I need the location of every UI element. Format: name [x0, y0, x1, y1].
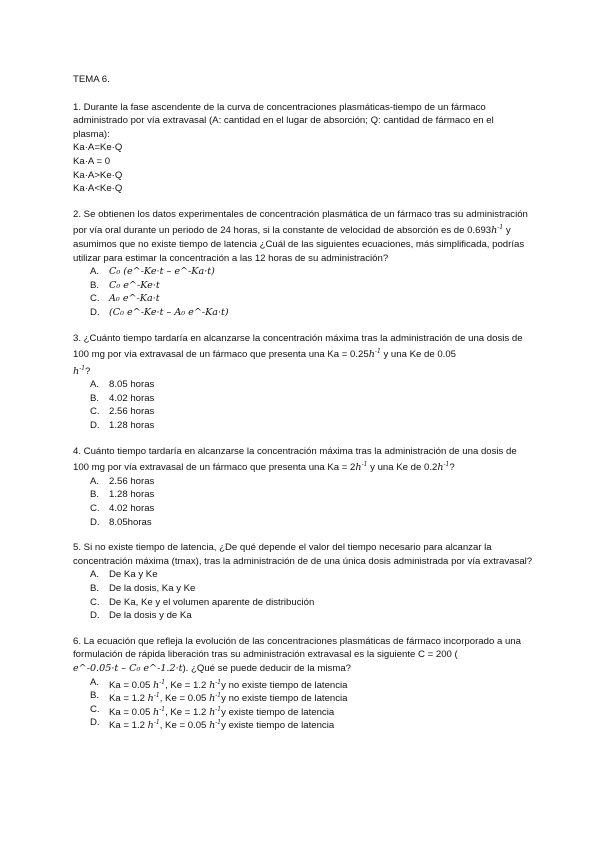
- option-tail: y existe tiempo de latencia: [221, 706, 335, 718]
- option-letter: C.: [90, 293, 100, 305]
- question-4-option-b: [73, 488, 533, 502]
- unit-h: h: [437, 462, 444, 474]
- option-text: 8.05horas: [109, 516, 152, 528]
- question-1-option-b: Ka·A = 0: [73, 155, 111, 167]
- option-text: [109, 689, 348, 703]
- document-title: TEMA 6.: [73, 74, 110, 85]
- question-3-text: [73, 332, 533, 379]
- unit-exponent: -1: [159, 678, 166, 686]
- question-5-option-d: [73, 609, 533, 623]
- option-text: 1.28 horas: [109, 489, 155, 501]
- question-4-text-c: ?: [449, 462, 455, 474]
- option-tail: y no existe tiempo de latencia: [221, 679, 348, 691]
- unit-exponent: -1: [497, 224, 504, 232]
- option-text: 8.05 horas: [109, 379, 155, 391]
- question-3-text-a: 3. ¿Cuánto tiempo tardaría en alcanzarse la concentración máxima tras la administración de una dosis de 100 mg por vía extravasal de un fármaco que presenta una Ka = 0.25: [73, 332, 523, 361]
- option-text: 4.02 horas: [109, 503, 155, 515]
- option-letter: C.: [90, 703, 100, 715]
- question-2-option-b: [73, 279, 533, 293]
- unit-exponent: -1: [215, 705, 222, 713]
- option-letter: C.: [90, 596, 100, 608]
- option-letter: D.: [90, 610, 100, 622]
- option-formula: C₀ (e^-Ke·t – e^-Ka·t): [109, 266, 215, 278]
- option-letter: B.: [90, 489, 100, 501]
- unit-h: h: [153, 706, 160, 718]
- question-5-option-c: [73, 596, 533, 610]
- question-2: [73, 208, 533, 320]
- question-3-option-a: [73, 378, 533, 392]
- question-2-options: [73, 265, 533, 319]
- option-letter: A.: [90, 266, 100, 278]
- unit-exponent: -1: [215, 692, 222, 700]
- question-3-text-b: y una Ke de 0.05: [380, 349, 456, 361]
- unit-h: h: [73, 365, 80, 377]
- option-ka: Ka = 0.05: [109, 706, 154, 718]
- unit-h: h: [209, 693, 216, 705]
- question-4-text: [73, 445, 533, 475]
- unit-h: h: [491, 225, 498, 237]
- unit-exponent: -1: [374, 348, 381, 356]
- unit-exponent: -1: [79, 364, 86, 372]
- question-3-option-d: [73, 419, 533, 433]
- question-1-text: 1. Durante la fase ascendente de la curva de concentraciones plasmáticas-tiempo de un fármaco administrado por vía extravasal (A: cantidad en el lugar de absorción; Q: cantidad de fármaco en el plasma):: [73, 101, 494, 140]
- unit-exponent: -1: [159, 705, 166, 713]
- question-3-option-c: [73, 405, 533, 419]
- question-4-option-c: [73, 502, 533, 516]
- question-4-text-b: y una Ke de 0.2: [367, 462, 438, 474]
- question-5: [73, 541, 533, 623]
- option-text: De Ka, Ke y el volumen aparente de distribución: [109, 596, 315, 608]
- unit-exponent: -1: [153, 692, 160, 700]
- option-ka: Ka = 0.05: [109, 679, 154, 691]
- unit-h: h: [147, 693, 154, 705]
- option-ke: , Ke = 0.05: [159, 693, 210, 705]
- question-6-text-a: 6. La ecuación que refleja la evolución de las concentraciones plasmáticas de fármaco incorporado a una formulación de rápida liberación tras su administración extravasal es la siguiente C = 200 (: [73, 635, 521, 661]
- option-letter: B.: [90, 690, 100, 702]
- option-letter: A.: [90, 379, 100, 391]
- option-letter: B.: [90, 279, 100, 291]
- option-text: [109, 716, 334, 730]
- option-text: De la dosis, Ka y Ke: [109, 583, 196, 594]
- question-2-option-a: [73, 265, 533, 279]
- question-6-option-c: [73, 703, 533, 717]
- option-letter: C.: [90, 406, 100, 418]
- unit-exponent: -1: [443, 461, 450, 469]
- question-4-text-a: 4. Cuánto tiempo tardaría en alcanzarse la concentración máxima tras la administración de una dosis de 100 mg por vía extravasal de un fármaco que presenta una Ka = 2: [73, 445, 517, 474]
- question-6-text: [73, 635, 533, 676]
- option-text: De Ka y Ke: [109, 569, 158, 581]
- question-3-option-b: [73, 392, 533, 406]
- option-letter: A.: [90, 676, 100, 688]
- question-2-text: [73, 208, 533, 265]
- question-2-text-b: y asumimos que no existe tiempo de latencia ¿Cuál de las siguientes ecuaciones, más simplificada, podrías utilizar para estimar la concentración a las 12 horas de su administración?: [73, 225, 525, 264]
- question-3-options: [73, 378, 533, 432]
- option-letter: D.: [90, 420, 100, 432]
- question-6: [73, 635, 533, 730]
- question-4-options: [73, 475, 533, 529]
- question-1-option-c: Ka·A>Ke·Q: [73, 169, 123, 181]
- question-5-option-a: [73, 568, 533, 582]
- option-formula: (C₀ e^-Ke·t – A₀ e^-Ka·t): [109, 306, 229, 318]
- option-ka: Ka = 1.2: [109, 693, 148, 705]
- option-letter: A.: [90, 475, 100, 487]
- question-3: [73, 332, 533, 433]
- question-4: [73, 445, 533, 530]
- unit-exponent: -1: [215, 678, 222, 686]
- option-letter: A.: [90, 569, 100, 581]
- option-text: 2.56 horas: [109, 406, 155, 418]
- option-text: [109, 676, 348, 690]
- unit-h: h: [355, 462, 362, 474]
- option-text: 2.56 horas: [109, 475, 155, 487]
- option-ke: , Ke = 0.05: [159, 720, 210, 732]
- question-6-option-a: [73, 676, 533, 690]
- question-4-option-d: [73, 516, 533, 530]
- question-1-option-d: Ka·A<Ke·Q: [73, 183, 123, 195]
- unit-exponent: -1: [361, 461, 368, 469]
- unit-h: h: [368, 349, 375, 361]
- question-1-option-a: Ka·A=Ke·Q: [73, 142, 123, 154]
- question-2-option-d: [73, 306, 533, 320]
- option-ka: Ka = 1.2: [109, 720, 148, 732]
- option-formula: C₀ e^-Ke·t: [109, 279, 160, 291]
- option-text: De la dosis y de Ka: [109, 610, 192, 622]
- option-ke: , Ke = 1.2: [165, 706, 210, 718]
- option-text: 1.28 horas: [109, 420, 155, 432]
- option-letter: D.: [90, 306, 100, 318]
- question-6-options: [73, 676, 533, 730]
- option-letter: B.: [90, 392, 100, 404]
- option-text: [109, 703, 334, 717]
- unit-h: h: [209, 679, 216, 691]
- option-tail: y existe tiempo de latencia: [221, 720, 335, 732]
- option-letter: C.: [90, 503, 100, 515]
- option-text: 4.02 horas: [109, 392, 155, 404]
- unit-exponent: -1: [153, 719, 160, 727]
- question-6-option-d: [73, 716, 533, 730]
- question-5-text: 5. Si no existe tiempo de latencia, ¿De qué depende el valor del tiempo necesario para alcanzar la concentración máxima (tmax), tras la administración de de una única dosis administrada por vía extravasal?: [73, 542, 533, 567]
- question-2-option-c: [73, 292, 533, 306]
- unit-h: h: [209, 706, 216, 718]
- unit-h: h: [153, 679, 160, 691]
- question-3-text-c: ?: [85, 365, 91, 377]
- question-5-option-b: [73, 582, 533, 596]
- question-5-options: [73, 568, 533, 622]
- unit-h: h: [209, 720, 216, 732]
- question-6-option-b: [73, 689, 533, 703]
- question-6-text-b: ). ¿Qué se puede deducir de la misma?: [182, 662, 351, 674]
- unit-h: h: [147, 720, 154, 732]
- option-tail: y no existe tiempo de latencia: [221, 693, 348, 705]
- question-6-formula: e^-0.05·t – C₀ e^-1.2·t: [73, 662, 183, 674]
- option-letter: B.: [90, 583, 100, 594]
- option-letter: D.: [90, 717, 100, 729]
- question-1: [73, 101, 533, 196]
- option-letter: D.: [90, 516, 100, 528]
- option-ke: , Ke = 1.2: [165, 679, 210, 691]
- option-formula: A₀ e^-Ka·t: [109, 293, 160, 305]
- question-2-text-a: 2. Se obtienen los datos experimentales de concentración plasmática de un fármaco tras su administración por vía oral durante un periodo de 24 horas, si la constante de velocidad de absorción es de 0.693: [73, 208, 528, 237]
- question-4-option-a: [73, 475, 533, 489]
- document-page: [73, 73, 533, 742]
- unit-exponent: -1: [215, 719, 222, 727]
